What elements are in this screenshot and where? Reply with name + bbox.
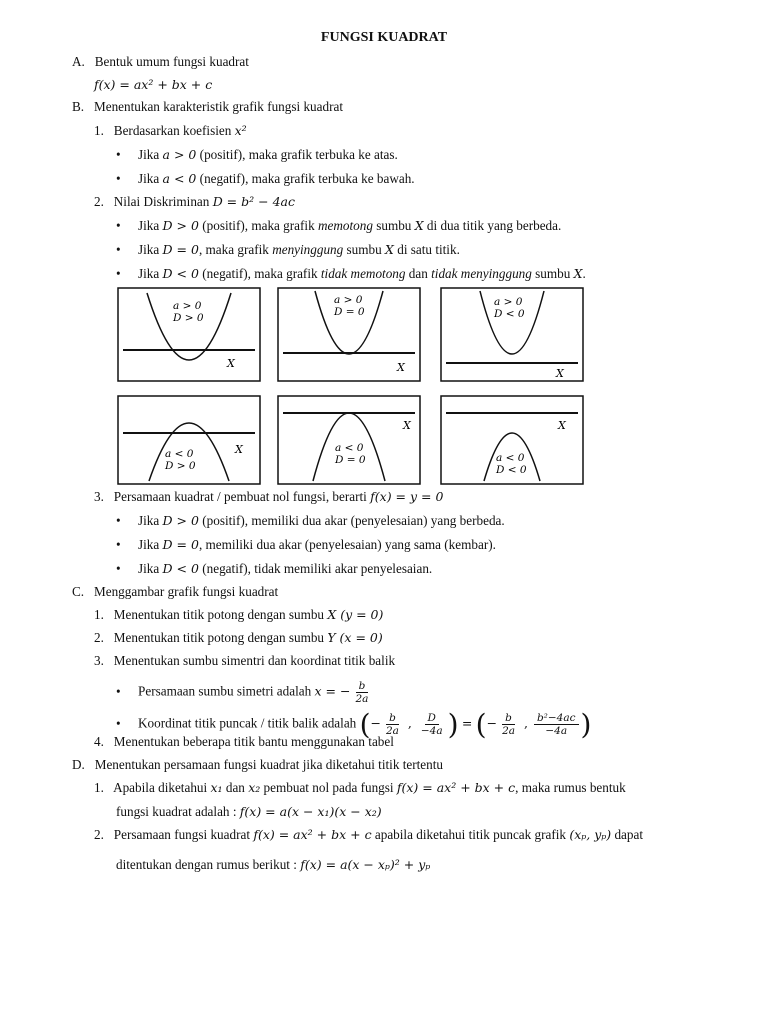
b2-bullet-3: • Jika D < 0 (negatif), maka grafik tidak memotong dan tidak menyinggung sumbu X. xyxy=(116,266,586,281)
graph-label-d: D = 0 xyxy=(334,306,365,318)
axis-label: X xyxy=(403,419,411,432)
axis-label: X xyxy=(397,361,405,374)
section-marker: A. xyxy=(72,54,85,69)
section-d-heading xyxy=(72,756,443,773)
heading-text: Menentukan persamaan fungsi kuadrat jika diketahui titik tertentu xyxy=(94,757,443,772)
graph-a-pos-d-neg xyxy=(440,287,584,382)
graph-label-a: a > 0 xyxy=(494,296,523,308)
d-item-2: 2. Persamaan fungsi kuadrat f(x) = ax² + bx + c apabila diketahui titik puncak grafik (xₚ, yₚ) dapat xyxy=(94,827,643,842)
section-a-heading xyxy=(72,53,249,70)
b-item-1 xyxy=(94,122,247,139)
graph-label-d: D > 0 xyxy=(173,312,204,324)
c-item-3: 3. Menentukan sumbu simentri dan koordinat titik balik xyxy=(94,653,396,668)
heading-text: Bentuk umum fungsi kuadrat xyxy=(94,54,249,69)
axis-label: X xyxy=(556,367,564,380)
b-item-3 xyxy=(94,488,443,505)
graph-label-a: a < 0 xyxy=(335,442,364,454)
graph-a-neg-d-zero xyxy=(277,395,421,485)
heading-text: Menentukan karakteristik grafik fungsi kuadrat xyxy=(93,99,344,114)
b3-bullet-3: • Jika D < 0 (negatif), tidak memiliki akar penyelesaian. xyxy=(116,561,433,576)
heading-text: Menggambar grafik fungsi kuadrat xyxy=(93,584,279,599)
item-text: Nilai Diskriminan xyxy=(113,194,213,209)
axis-of-symmetry-bullet: • Persamaan sumbu simetri adalah x = − $\frac{b}{2a}$ xyxy=(116,680,369,705)
item-number: 1. xyxy=(94,123,104,138)
general-form-formula: f(x) = ax² + bx + c xyxy=(94,77,213,92)
graph-label-d: D < 0 xyxy=(496,464,527,476)
d-item-1-line-2: fungsi kuadrat adalah : f(x) = a(x − x₁)(x − x₂) xyxy=(116,804,382,819)
b2-bullet-1: • Jika D > 0 (positif), maka grafik memotong sumbu X di dua titik yang berbeda. xyxy=(116,218,562,233)
c-item-2: 2. Menentukan titik potong dengan sumbu Y (x = 0) xyxy=(94,630,383,645)
section-c-heading xyxy=(72,583,278,600)
graph-label-a: a < 0 xyxy=(496,452,525,464)
graph-a-neg-d-pos xyxy=(117,395,261,485)
graph-label-d: D = 0 xyxy=(335,454,366,466)
b-item-2 xyxy=(94,193,295,210)
section-marker: D. xyxy=(72,757,85,772)
section-b-heading xyxy=(72,98,343,115)
b3-bullet-1: • Jika D > 0 (positif), memiliki dua akar (penyelesaian) yang berbeda. xyxy=(116,513,505,528)
axis-label: X xyxy=(235,443,243,456)
item-text: Berdasarkan koefisien xyxy=(113,123,235,138)
item-math: D = b² − 4ac xyxy=(212,194,295,209)
section-marker: B. xyxy=(72,99,85,114)
b1-bullet-2: • Jika a < 0 (negatif), maka grafik terbuka ke bawah. xyxy=(116,171,415,186)
item-text: Persamaan kuadrat / pembuat nol fungsi, berarti xyxy=(113,489,371,504)
item-number: 2. xyxy=(94,194,104,209)
axis-label: X xyxy=(227,357,235,370)
vertex-bullet: • Koordinat titik puncak / titik balik adalah (− $\frac{b}{2a}$ , $\frac{D}{-4a}$ ) = (− $\frac{b}{2a}$ , $\frac{\text{b²−4ac}}{-4a}$ ) xyxy=(116,708,592,741)
axis-label: X xyxy=(558,419,566,432)
graph-label-a: a < 0 xyxy=(165,448,194,460)
graph-a-pos-d-zero xyxy=(277,287,421,382)
c-item-1: 1. Menentukan titik potong dengan sumbu X (y = 0) xyxy=(94,607,384,622)
graph-a-neg-d-neg xyxy=(440,395,584,485)
graph-label-d: D < 0 xyxy=(494,308,525,320)
b2-bullet-2: • Jika D = 0, maka grafik menyinggung sumbu X di satu titik. xyxy=(116,242,460,257)
graph-label-d: D > 0 xyxy=(165,460,196,472)
b3-bullet-2: • Jika D = 0, memiliki dua akar (penyelesaian) yang sama (kembar). xyxy=(116,537,496,552)
section-marker: C. xyxy=(72,584,85,599)
d-item-1: 1. Apabila diketahui x₁ dan x₂ pembuat nol pada fungsi f(x) = ax² + bx + c, maka rumus bentuk xyxy=(94,780,626,795)
graph-label-a: a > 0 xyxy=(334,294,363,306)
item-number: 3. xyxy=(94,489,104,504)
item-math: x² xyxy=(234,123,247,138)
b1-bullet-1: • Jika a > 0 (positif), maka grafik terbuka ke atas. xyxy=(116,147,398,162)
item-math: f(x) = y = 0 xyxy=(370,489,444,504)
graph-a-pos-d-pos xyxy=(117,287,261,382)
graph-label-a: a > 0 xyxy=(173,300,202,312)
d-item-2-line-2: ditentukan dengan rumus berikut : f(x) = a(x − xₚ)² + yₚ xyxy=(116,857,431,872)
page-title: FUNGSI KUADRAT xyxy=(320,30,448,45)
c-item-4: 4. Menentukan beberapa titik bantu menggunakan tabel xyxy=(94,734,394,749)
